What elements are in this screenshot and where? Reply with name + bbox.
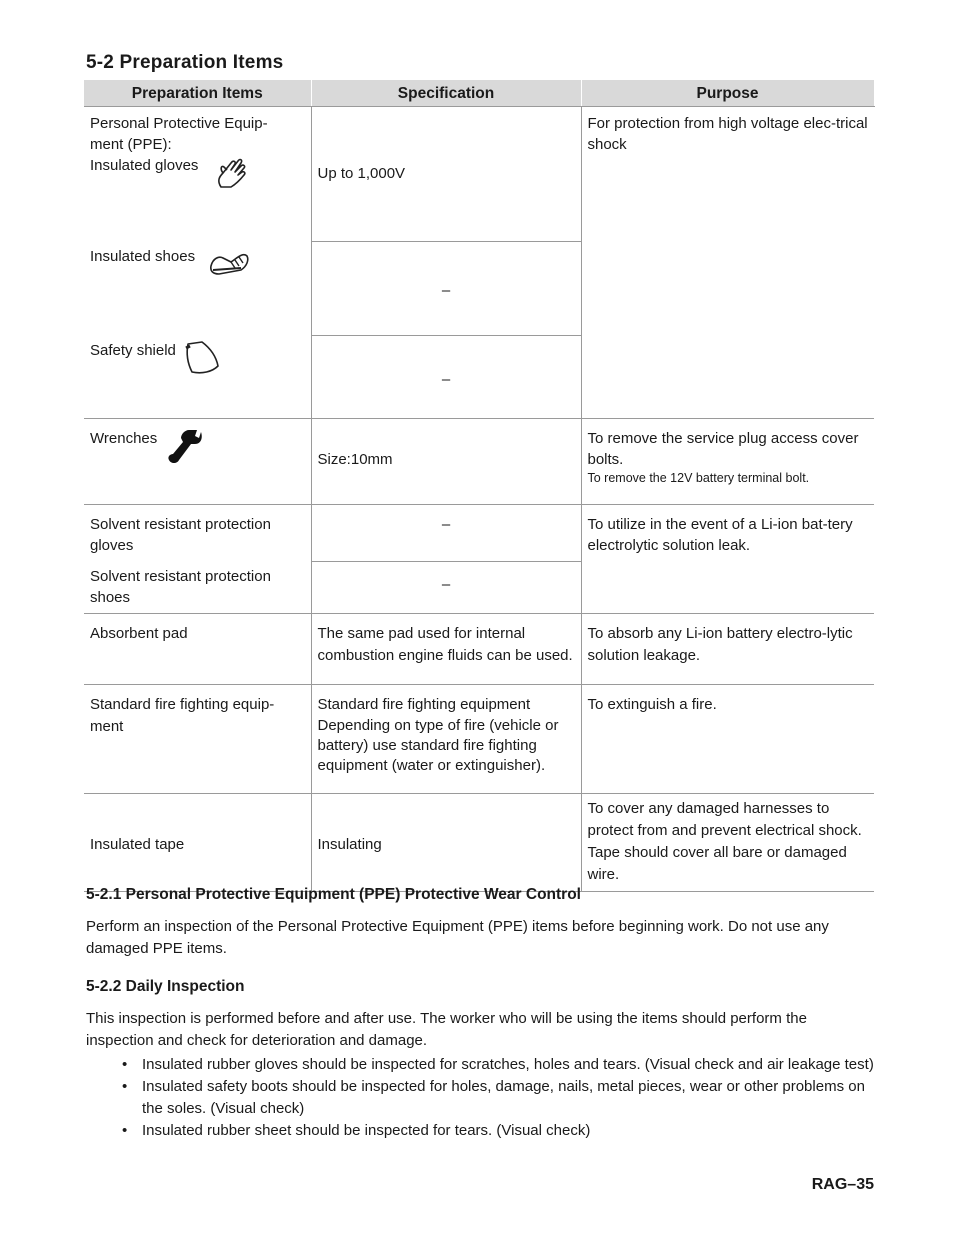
inspection-list xyxy=(86,1054,876,1142)
ppe-shoes-cell xyxy=(84,242,311,336)
ppe-label-line1: Personal Protective Equip- xyxy=(90,115,268,132)
absorbent-label: Absorbent pad xyxy=(84,614,311,685)
table-header-row xyxy=(84,80,874,107)
tape-label: Insulated tape xyxy=(84,794,311,892)
header-purpose: Purpose xyxy=(581,80,874,107)
table-row xyxy=(84,107,874,242)
insulated-gloves-label: Insulated gloves xyxy=(90,157,199,174)
list-item: • Insulated rubber sheet should be inspected for tears. (Visual check) xyxy=(86,1120,876,1142)
fire-spec-cell xyxy=(311,685,581,794)
ppe-shield-spec: – xyxy=(311,336,581,419)
preparation-items-table xyxy=(84,80,875,892)
fire-spec-line1: Standard fire fighting equipment xyxy=(317,696,531,713)
daily-paragraph: This inspection is performed before and after use. The worker who will be using the items should perform the inspection and check for deterioration and damage. xyxy=(86,1010,807,1049)
table-row xyxy=(84,614,874,685)
header-preparation-items: Preparation Items xyxy=(84,80,311,107)
fire-purpose: To extinguish a fire. xyxy=(581,685,874,794)
face-shield-icon xyxy=(182,340,220,382)
tape-spec: Insulating xyxy=(311,794,581,892)
header-specification: Specification xyxy=(311,80,581,107)
wrenches-label: Wrenches xyxy=(90,430,158,447)
subsection-title-daily: 5-2.2 Daily Inspection xyxy=(86,978,245,995)
subsection-title-ppe: 5-2.1 Personal Protective Equipment (PPE) Protective Wear Control xyxy=(86,886,581,903)
wrenches-purpose-main: To remove the service plug access cover bolts. xyxy=(587,430,859,468)
insulated-shoes-label: Insulated shoes xyxy=(90,247,196,265)
solvent-shoes-label: Solvent resistant protection shoes xyxy=(84,561,311,614)
wrenches-purpose-cell xyxy=(581,419,874,505)
ppe-purpose: For protection from high voltage elec-trical shock xyxy=(581,107,874,419)
ppe-paragraph: Perform an inspection of the Personal Protective Equipment (PPE) items before beginning work. Do not use any damaged PPE items. xyxy=(86,918,829,957)
list-item: • Insulated safety boots should be inspected for holes, damage, nails, metal pieces, wear or other problems on the soles. (Visual check) xyxy=(86,1076,876,1120)
wrenches-cell xyxy=(84,419,311,505)
table-row xyxy=(84,794,874,892)
fire-spec-line2: Depending on type of fire (vehicle or battery) use standard fire fighting equipment (water or extinguisher). xyxy=(317,717,559,774)
tape-purpose: To cover any damaged harnesses to protect from and prevent electrical shock. Tape should cover all bare or damaged wire. xyxy=(581,794,874,892)
wrenches-purpose-small: To remove the 12V battery terminal bolt. xyxy=(587,471,810,485)
list-item: • Insulated rubber gloves should be inspected for scratches, holes and tears. (Visual check and air leakage test) xyxy=(86,1054,876,1076)
absorbent-spec: The same pad used for internal combustion engine fluids can be used. xyxy=(311,614,581,685)
ppe-shoes-spec: – xyxy=(311,242,581,336)
page-number: RAG–35 xyxy=(811,1176,874,1193)
solvent-gloves-spec: – xyxy=(311,505,581,562)
table-row xyxy=(84,685,874,794)
ppe-shield-cell xyxy=(84,336,311,419)
table-row xyxy=(84,419,874,505)
wrench-icon xyxy=(165,428,203,472)
safety-shield-label: Safety shield xyxy=(90,341,176,359)
solvent-shoes-spec: – xyxy=(311,561,581,614)
fire-label: Standard fire fighting equip-ment xyxy=(84,685,311,794)
ppe-gloves-cell xyxy=(84,107,311,242)
ppe-label-line2: ment (PPE): xyxy=(90,136,172,153)
wrenches-spec: Size:10mm xyxy=(311,419,581,505)
solvent-gloves-label: Solvent resistant protection gloves xyxy=(84,505,311,562)
section-title: 5-2 Preparation Items xyxy=(86,52,284,73)
ppe-gloves-spec: Up to 1,000V xyxy=(311,107,581,242)
table-row xyxy=(84,505,874,562)
glove-icon xyxy=(211,155,251,197)
absorbent-purpose: To absorb any Li-ion battery electro-lytic solution leakage. xyxy=(581,614,874,685)
shoe-icon xyxy=(207,246,251,284)
solvent-purpose: To utilize in the event of a Li-ion bat-tery electrolytic solution leak. xyxy=(581,505,874,614)
